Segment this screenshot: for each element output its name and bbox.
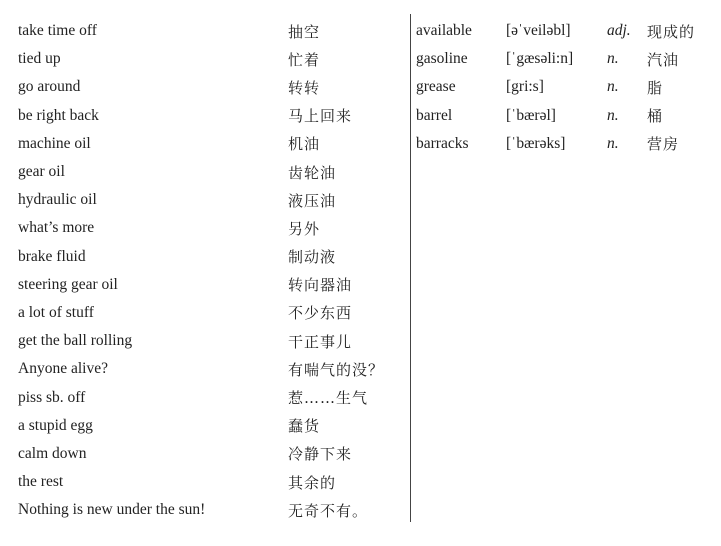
vocab-row xyxy=(416,45,716,73)
vocab-row xyxy=(416,17,716,45)
phrase-english: hydraulic oil xyxy=(18,191,97,209)
phrase-english: calm down xyxy=(18,444,87,462)
phrase-chinese: 抽空 xyxy=(288,22,321,41)
phrase-chinese: 蠢货 xyxy=(288,417,321,436)
phrase-row xyxy=(18,45,398,73)
vocab-part-of-speech: n. xyxy=(607,106,619,124)
phrase-chinese: 有喘气的没？ xyxy=(288,360,385,379)
phrase-english: a lot of stuff xyxy=(18,303,94,321)
vocab-phonetic: [ˈbærəl] xyxy=(506,106,556,124)
phrase-chinese: 忙着 xyxy=(288,50,321,69)
phrase-row xyxy=(18,299,398,327)
phrase-chinese: 无奇不有。 xyxy=(288,501,369,520)
phrase-english: tied up xyxy=(18,50,61,68)
phrase-chinese: 其余的 xyxy=(288,473,337,492)
phrase-list xyxy=(18,17,398,524)
vocab-meaning: 营房 xyxy=(647,135,680,154)
vocab-part-of-speech: n. xyxy=(607,50,619,68)
phrase-row xyxy=(18,412,398,440)
phrase-row xyxy=(18,327,398,355)
phrase-row xyxy=(18,383,398,411)
vocab-phonetic: [ˈgæsəli:n] xyxy=(506,50,574,68)
vocab-part-of-speech: n. xyxy=(607,134,619,152)
vocab-word: barracks xyxy=(416,134,469,152)
phrase-english: go around xyxy=(18,78,81,96)
phrase-chinese: 不少东西 xyxy=(288,304,353,323)
phrase-english: get the ball rolling xyxy=(18,332,133,350)
phrase-english: machine oil xyxy=(18,134,91,152)
phrase-row xyxy=(18,355,398,383)
phrase-english: steering gear oil xyxy=(18,275,118,293)
phrase-row xyxy=(18,496,398,524)
phrase-row xyxy=(18,214,398,242)
phrase-row xyxy=(18,73,398,101)
phrase-row xyxy=(18,440,398,468)
vocab-part-of-speech: adj. xyxy=(607,22,631,40)
phrase-chinese: 机油 xyxy=(288,135,321,154)
vocab-meaning: 桶 xyxy=(647,107,664,126)
phrase-english: gear oil xyxy=(18,163,65,181)
vocab-row xyxy=(416,130,716,158)
vocab-meaning: 脂 xyxy=(647,78,664,97)
phrase-english: take time off xyxy=(18,22,97,40)
phrase-english: the rest xyxy=(18,473,64,491)
vocab-row xyxy=(416,73,716,101)
phrase-chinese: 惹……生气 xyxy=(288,389,369,408)
phrase-row xyxy=(18,158,398,186)
phrase-row xyxy=(18,271,398,299)
vocab-word: available xyxy=(416,22,472,40)
column-divider xyxy=(410,14,411,522)
vocab-part-of-speech: n. xyxy=(607,78,619,96)
vocab-phonetic: [gri:s] xyxy=(506,78,544,96)
phrase-row xyxy=(18,130,398,158)
vocab-phonetic: [əˈveiləbl] xyxy=(506,22,571,40)
phrase-chinese: 转转 xyxy=(288,78,321,97)
phrase-chinese: 另外 xyxy=(288,219,321,238)
phrase-chinese: 马上回来 xyxy=(288,107,353,126)
phrase-english: piss sb. off xyxy=(18,388,86,406)
phrase-english: what’s more xyxy=(18,219,95,237)
vocab-phonetic: [ˈbærəks] xyxy=(506,134,566,152)
phrase-english: a stupid egg xyxy=(18,416,93,434)
phrase-row xyxy=(18,468,398,496)
phrase-chinese: 制动液 xyxy=(288,248,337,267)
phrase-row xyxy=(18,17,398,45)
phrase-row xyxy=(18,186,398,214)
phrase-chinese: 冷静下来 xyxy=(288,445,353,464)
phrase-english: Nothing is new under the sun! xyxy=(18,501,206,519)
vocab-meaning: 汽油 xyxy=(647,50,680,69)
vocabulary-list xyxy=(416,17,716,158)
phrase-chinese: 齿轮油 xyxy=(288,163,337,182)
phrase-row xyxy=(18,102,398,130)
phrase-english: Anyone alive? xyxy=(18,360,108,378)
phrase-row xyxy=(18,243,398,271)
phrase-chinese: 液压油 xyxy=(288,191,337,210)
phrase-chinese: 干正事儿 xyxy=(288,332,353,351)
phrase-chinese: 转向器油 xyxy=(288,276,353,295)
phrase-english: brake fluid xyxy=(18,247,86,265)
vocab-row xyxy=(416,102,716,130)
vocab-word: grease xyxy=(416,78,456,96)
phrase-english: be right back xyxy=(18,106,99,124)
vocab-meaning: 现成的 xyxy=(647,22,696,41)
vocab-word: gasoline xyxy=(416,50,468,68)
vocab-word: barrel xyxy=(416,106,453,124)
